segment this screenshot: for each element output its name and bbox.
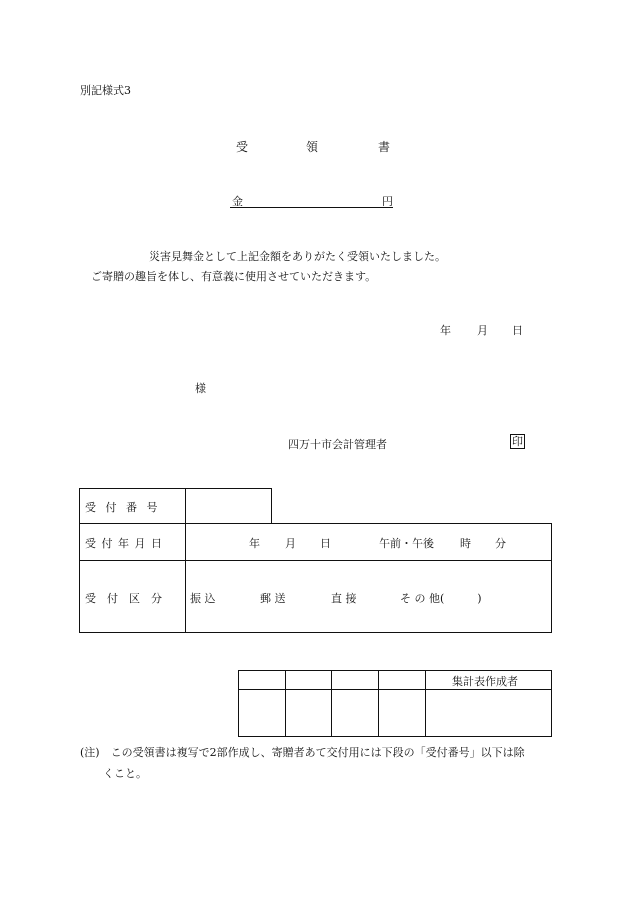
reception-number-label: 受 付 番 号 xyxy=(85,501,158,514)
table-rule xyxy=(79,632,552,633)
table-rule xyxy=(79,523,552,524)
reception-category-label: 受 付 区 分 xyxy=(85,592,162,605)
tally-creator-header: 集計表作成者 xyxy=(452,675,518,688)
form-number-label: 別記様式3 xyxy=(80,84,131,97)
method-transfer: 振 込 xyxy=(190,592,216,605)
table-rule xyxy=(79,488,271,489)
reception-am-pm: 午前・午後 xyxy=(379,537,434,550)
note-line-2: くこと。 xyxy=(103,767,147,780)
note-line-1: (注) この受領書は複写で2部作成し、寄贈者あて交付用には下段の「受付番号」以下は除 xyxy=(80,746,525,759)
reception-date-label: 受 付 年 月 日 xyxy=(85,537,162,550)
issuer-name: 四万十市会計管理者 xyxy=(288,438,387,451)
reception-date-day: 日 xyxy=(320,537,331,550)
table-rule xyxy=(79,488,80,633)
table-rule xyxy=(331,670,332,737)
amount-underline xyxy=(230,193,393,208)
reception-hour: 時 xyxy=(460,537,471,550)
table-rule xyxy=(551,670,552,737)
date-year: 年 xyxy=(440,324,451,337)
table-rule xyxy=(285,670,286,737)
table-rule xyxy=(185,488,186,633)
table-rule xyxy=(79,560,552,561)
title-char-1: 受 xyxy=(236,140,249,154)
reception-minute: 分 xyxy=(495,537,506,550)
body-text-line-1: 災害見舞金として上記金額をありがたく受領いたしました。 xyxy=(149,250,446,263)
reception-date-month: 月 xyxy=(285,537,296,550)
method-mail: 郵 送 xyxy=(260,592,286,605)
recipient-honorific: 様 xyxy=(195,382,206,395)
reception-date-year: 年 xyxy=(249,537,260,550)
amount-prefix: 金 xyxy=(232,195,243,208)
title-char-2: 領 xyxy=(306,140,319,154)
date-month: 月 xyxy=(477,324,488,337)
amount-suffix: 円 xyxy=(382,195,393,208)
method-direct: 直 接 xyxy=(331,592,357,605)
body-text-line-2: ご寄贈の趣旨を体し、有意義に使用させていただきます。 xyxy=(91,270,377,283)
method-other: そ の 他( ) xyxy=(400,592,482,605)
table-rule xyxy=(271,488,272,524)
table-rule xyxy=(551,523,552,633)
title-char-3: 書 xyxy=(378,140,391,154)
seal-mark: 印 xyxy=(512,435,523,448)
table-rule xyxy=(425,670,426,737)
table-rule xyxy=(378,670,379,737)
table-rule xyxy=(238,670,239,737)
date-day: 日 xyxy=(512,324,523,337)
